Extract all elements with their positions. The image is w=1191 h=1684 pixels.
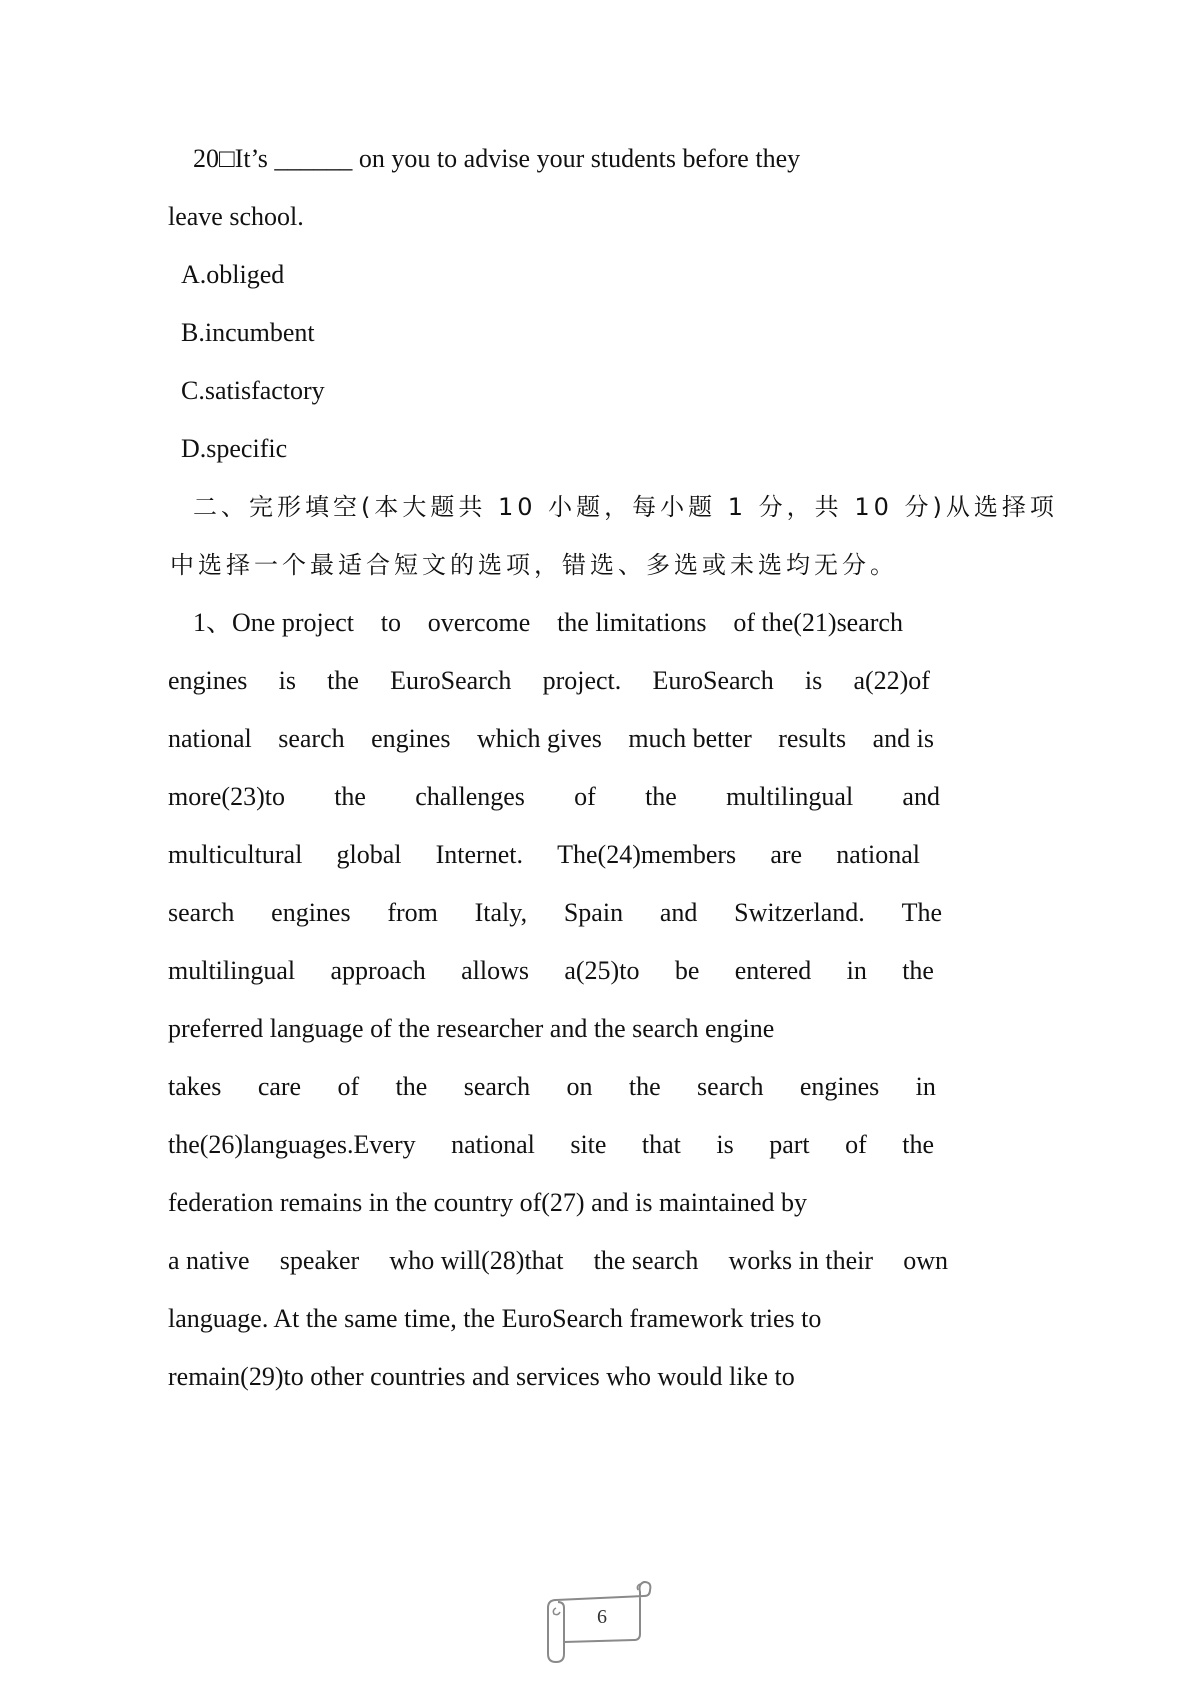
passage-word: is [278, 666, 296, 695]
passage-word: national [168, 724, 252, 753]
passage-word: challenges [415, 782, 525, 811]
section-2-heading-line2: 中选择一个最适合短文的选项，错选、多选或未选均无分。 [170, 551, 898, 579]
passage-word: of the(21)search [733, 608, 903, 637]
passage-line-5 [168, 838, 920, 872]
passage-word: and [659, 898, 698, 927]
passage-word: the [395, 1072, 428, 1101]
passage-word: overcome [427, 608, 531, 637]
option-d: D.specific [181, 434, 288, 463]
passage-word: in [846, 956, 867, 985]
passage-word: the [902, 1130, 934, 1159]
passage-word: Internet. [435, 840, 523, 869]
passage-word: engines [799, 1072, 880, 1101]
passage-line-11: federation remains in the country of(27) and is maintained by [168, 1188, 807, 1217]
passage-word: part [769, 1130, 810, 1159]
option-c: C.satisfactory [181, 376, 325, 405]
passage-word: the(26)languages.Every [168, 1130, 416, 1159]
passage-word: search [168, 898, 235, 927]
passage-word: engines [271, 898, 351, 927]
passage-word: are [770, 840, 803, 869]
passage-word: engines [371, 724, 451, 753]
passage-word: own [903, 1246, 948, 1275]
passage-word: The(24)members [557, 840, 737, 869]
passage-word: The [901, 898, 942, 927]
passage-word: EuroSearch [652, 666, 774, 695]
passage-word: and is [872, 724, 934, 753]
passage-line-1 [193, 606, 903, 640]
passage-word: the [645, 782, 677, 811]
passage-word: of [337, 1072, 360, 1101]
question-20-stem-line2: leave school. [168, 202, 304, 231]
passage-word: be [674, 956, 700, 985]
passage-word: entered [734, 956, 812, 985]
passage-word: a(25)to [564, 956, 640, 985]
passage-word: Spain [563, 898, 624, 927]
passage-word: Switzerland. [734, 898, 865, 927]
passage-word: search [697, 1072, 764, 1101]
passage-word: works in their [728, 1246, 873, 1275]
passage-word: global [336, 840, 402, 869]
passage-word: Italy, [474, 898, 528, 927]
passage-word: of [574, 782, 596, 811]
option-a: A.obliged [181, 260, 285, 289]
page-number: 6 [597, 1606, 607, 1628]
passage-line-10 [168, 1128, 934, 1162]
passage-line-6 [168, 896, 942, 930]
passage-word: project. [542, 666, 622, 695]
passage-word: in [915, 1072, 936, 1101]
passage-word: more(23)to [168, 782, 285, 811]
passage-word: on [566, 1072, 593, 1101]
passage-word: is [716, 1130, 734, 1159]
page-number-badge [540, 1578, 664, 1668]
passage-line-12 [168, 1244, 948, 1278]
passage-word: who will(28)that [389, 1246, 564, 1275]
passage-word: the limitations [557, 608, 707, 637]
passage-word: multicultural [168, 840, 303, 869]
passage-word: search [278, 724, 345, 753]
passage-word: the [902, 956, 934, 985]
passage-word: the [327, 666, 359, 695]
passage-word: site [570, 1130, 607, 1159]
option-b: B.incumbent [181, 318, 315, 347]
passage-line-8: preferred language of the researcher and the search engine [168, 1014, 775, 1043]
passage-word: allows [461, 956, 529, 985]
passage-line-2 [168, 664, 930, 698]
passage-word: national [836, 840, 920, 869]
passage-word: is [804, 666, 823, 695]
passage-word: that [641, 1130, 681, 1159]
passage-word: EuroSearch [390, 666, 512, 695]
passage-word: much better [628, 724, 752, 753]
passage-line-13: language. At the same time, the EuroSearch framework tries to [168, 1304, 822, 1333]
question-20-stem-line1: 20□It’s ______ on you to advise your students before they [193, 144, 801, 173]
passage-word: of [845, 1130, 867, 1159]
passage-word: care [257, 1072, 302, 1101]
passage-word: the search [593, 1246, 699, 1275]
passage-word: search [463, 1072, 531, 1101]
passage-line-14: remain(29)to other countries and services who would like to [168, 1362, 795, 1391]
passage-word: multilingual [168, 956, 296, 985]
passage-word: approach [330, 956, 426, 985]
passage-word: the [334, 782, 366, 811]
passage-word: engines [168, 666, 248, 695]
passage-word: a native [168, 1246, 250, 1275]
passage-word: and [902, 782, 940, 811]
passage-line-3 [168, 722, 934, 756]
passage-word: takes [168, 1072, 222, 1101]
passage-line-4 [168, 780, 940, 814]
passage-word: results [778, 724, 847, 753]
passage-word: multilingual [726, 782, 854, 811]
section-2-heading-line1: 二、完形填空(本大题共 10 小题，每小题 1 分，共 10 分)从选择项 [193, 493, 1058, 521]
passage-word: from [387, 898, 438, 927]
passage-line-7 [168, 954, 934, 988]
passage-word: speaker [279, 1246, 360, 1275]
passage-word: which gives [476, 724, 602, 753]
passage-word: national [451, 1130, 535, 1159]
passage-word: the [628, 1072, 661, 1101]
passage-word: to [380, 608, 402, 637]
passage-line-9 [168, 1070, 936, 1104]
passage-word: 1、One project [193, 608, 355, 637]
passage-word: a(22)of [853, 666, 930, 695]
